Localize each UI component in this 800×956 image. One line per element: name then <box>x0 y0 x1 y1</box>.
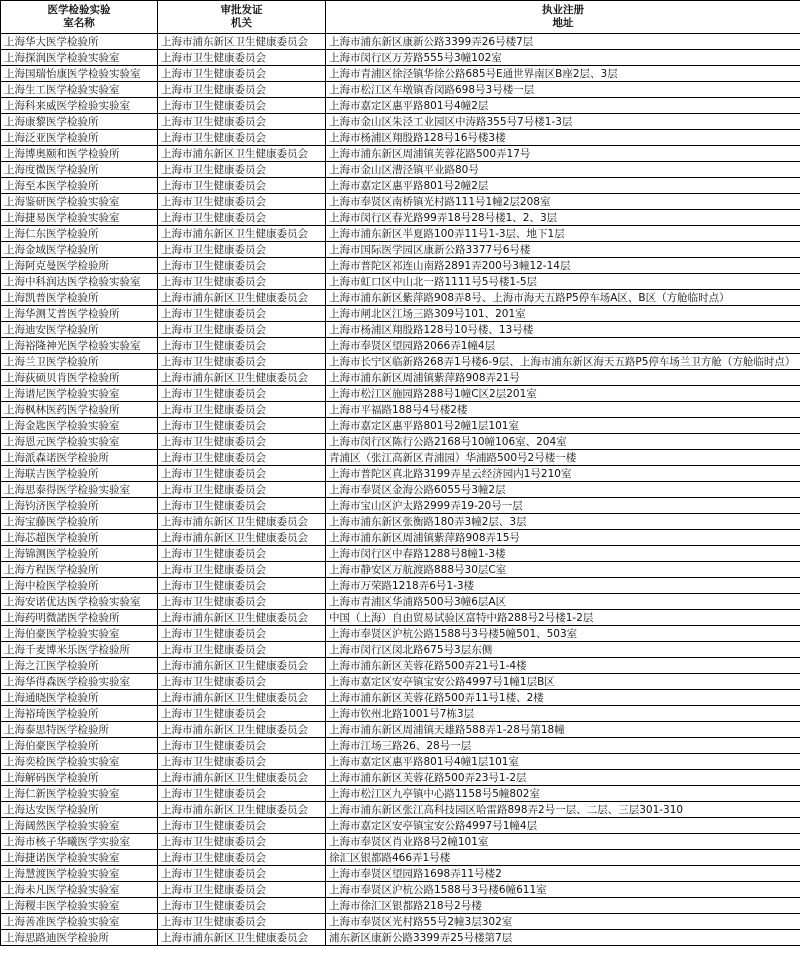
header-address-line2: 地址 <box>552 17 574 29</box>
table-row <box>1 210 800 226</box>
address-cell: 上海市奉贤区光村路55号2幢3层302室 <box>326 914 800 930</box>
table-row <box>1 50 800 66</box>
authority-cell: 上海市卫生健康委员会 <box>158 130 326 146</box>
table-row <box>1 754 800 770</box>
address-cell: 上海市钦州北路1001号7栋3层 <box>326 706 800 722</box>
authority-cell: 上海市卫生健康委员会 <box>158 66 326 82</box>
header-authority-line1: 审批发证 <box>220 4 263 16</box>
address-cell: 上海市浦东新区半夏路100弄11号1-3层、地下1层 <box>326 226 800 242</box>
table-row <box>1 674 800 690</box>
authority-cell: 上海市卫生健康委员会 <box>158 498 326 514</box>
address-cell: 浦东新区康新公路3399弄25号楼第7层 <box>326 930 800 946</box>
table-row <box>1 562 800 578</box>
authority-cell: 上海市卫生健康委员会 <box>158 466 326 482</box>
address-cell: 上海市嘉定区安亭镇宝安公路4997号1幢1层B区 <box>326 674 800 690</box>
address-cell: 上海市杨浦区翔殷路128号16号楼3楼 <box>326 130 800 146</box>
table-row <box>1 594 800 610</box>
address-cell: 上海市嘉定区惠平路801号2幢1层101室 <box>326 418 800 434</box>
authority-cell: 上海市卫生健康委员会 <box>158 594 326 610</box>
lab-name-cell: 上海达安医学检验所 <box>1 802 158 818</box>
address-cell: 上海市浦东新区康新公路3399弄26号楼7层 <box>326 34 800 50</box>
address-cell: 上海市杨浦区翔殷路128号10号楼、13号楼 <box>326 322 800 338</box>
authority-cell: 上海市卫生健康委员会 <box>158 50 326 66</box>
table-row <box>1 34 800 50</box>
lab-name-cell: 上海恩元医学检验实验室 <box>1 434 158 450</box>
authority-cell: 上海市卫生健康委员会 <box>158 322 326 338</box>
lab-name-cell: 上海方程医学检验所 <box>1 562 158 578</box>
lab-name-cell: 上海华得森医学检验实验室 <box>1 674 158 690</box>
address-cell: 上海市长宁区临新路268弄1号楼6-9层、上海市浦东新区海天五路P5停车场兰卫方舱（方舱临时点） <box>326 354 800 370</box>
table-row <box>1 290 800 306</box>
lab-name-cell: 上海凯普医学检验所 <box>1 290 158 306</box>
address-cell: 上海市松江区九亭镇中心路1158号5幢802室 <box>326 786 800 802</box>
table-row <box>1 642 800 658</box>
authority-cell: 上海市卫生健康委员会 <box>158 434 326 450</box>
authority-cell: 上海市卫生健康委员会 <box>158 258 326 274</box>
table-row <box>1 66 800 82</box>
authority-cell: 上海市卫生健康委员会 <box>158 578 326 594</box>
lab-name-cell: 上海思路迪医学检验所 <box>1 930 158 946</box>
address-cell: 上海市松江区施园路288号1幢C区2层201室 <box>326 386 800 402</box>
lab-name-cell: 上海钧济医学检验所 <box>1 498 158 514</box>
table-row <box>1 322 800 338</box>
lab-name-cell: 上海枫林医药医学检验所 <box>1 402 158 418</box>
authority-cell: 上海市浦东新区卫生健康委员会 <box>158 146 326 162</box>
table-row <box>1 274 800 290</box>
lab-name-cell: 上海康黎医学检验所 <box>1 114 158 130</box>
header-row <box>1 1 800 34</box>
table-row <box>1 770 800 786</box>
authority-cell: 上海市卫生健康委员会 <box>158 210 326 226</box>
lab-name-cell: 上海思泰得医学检验实验室 <box>1 482 158 498</box>
table-row <box>1 914 800 930</box>
address-cell: 上海市闵行区闵北路675号3层东侧 <box>326 642 800 658</box>
address-cell: 上海市奉贤区沪杭公路1588号3号楼5幢501、503室 <box>326 626 800 642</box>
address-cell: 徐汇区银都路466弄1号楼 <box>326 850 800 866</box>
authority-cell: 上海市卫生健康委员会 <box>158 482 326 498</box>
lab-name-cell: 上海探润医学检验实验室 <box>1 50 158 66</box>
authority-cell: 上海市卫生健康委员会 <box>158 546 326 562</box>
table-row <box>1 482 800 498</box>
address-cell: 上海市江场三路26、28号一层 <box>326 738 800 754</box>
authority-cell: 上海市浦东新区卫生健康委员会 <box>158 290 326 306</box>
lab-name-cell: 上海药明微諾医学检验所 <box>1 610 158 626</box>
lab-name-cell: 上海奕检医学检验实验室 <box>1 754 158 770</box>
authority-cell: 上海市卫生健康委员会 <box>158 674 326 690</box>
table-row <box>1 722 800 738</box>
authority-cell: 上海市卫生健康委员会 <box>158 834 326 850</box>
address-cell: 上海市徐汇区银都路218号2号楼 <box>326 898 800 914</box>
authority-cell: 上海市浦东新区卫生健康委员会 <box>158 690 326 706</box>
lab-name-cell: 上海派森诺医学检验所 <box>1 450 158 466</box>
table-row <box>1 658 800 674</box>
table-row <box>1 82 800 98</box>
authority-cell: 上海市卫生健康委员会 <box>158 882 326 898</box>
table-row <box>1 98 800 114</box>
address-cell: 上海市奉贤区南桥镇光村路111号1幢2层208室 <box>326 194 800 210</box>
address-cell: 上海市浦东新区张江高科技园区哈雷路898弄2号一层、二层、三层301-310 <box>326 802 800 818</box>
table-row <box>1 802 800 818</box>
authority-cell: 上海市浦东新区卫生健康委员会 <box>158 514 326 530</box>
address-cell: 上海市浦东新区周浦镇芙蓉花路500弄17号 <box>326 146 800 162</box>
lab-name-cell: 上海阔然医学检验实验室 <box>1 818 158 834</box>
address-cell: 上海市嘉定区安亭镇宝安公路4997号1幢4层 <box>326 818 800 834</box>
table-row <box>1 818 800 834</box>
address-cell: 上海市青浦区徐泾镇华徐公路685号E通世界南区B座2层、3层 <box>326 66 800 82</box>
address-cell: 上海市宝山区沪太路2999弄19-20号一层 <box>326 498 800 514</box>
header-lab-name <box>1 1 158 34</box>
lab-name-cell: 上海芯超医学检验所 <box>1 530 158 546</box>
lab-name-cell: 上海中检医学检验所 <box>1 578 158 594</box>
authority-cell: 上海市浦东新区卫生健康委员会 <box>158 530 326 546</box>
authority-cell: 上海市浦东新区卫生健康委员会 <box>158 770 326 786</box>
authority-cell: 上海市浦东新区卫生健康委员会 <box>158 370 326 386</box>
lab-name-cell: 上海仁东医学检验所 <box>1 226 158 242</box>
address-cell: 上海市虹口区中山北一路1111号5号楼1-5层 <box>326 274 800 290</box>
authority-cell: 上海市卫生健康委员会 <box>158 354 326 370</box>
authority-cell: 上海市卫生健康委员会 <box>158 98 326 114</box>
lab-name-cell: 上海至本医学检验所 <box>1 178 158 194</box>
lab-name-cell: 上海阿克曼医学检验所 <box>1 258 158 274</box>
table-row <box>1 626 800 642</box>
address-cell: 上海市普陀区真北路3199弄星云经济园内1号210室 <box>326 466 800 482</box>
address-cell: 上海市闵行区中春路1288号8幢1-3楼 <box>326 546 800 562</box>
address-cell: 上海市奉贤区沪杭公路1588号3号楼6幢611室 <box>326 882 800 898</box>
authority-cell: 上海市卫生健康委员会 <box>158 418 326 434</box>
lab-name-cell: 上海华测艾普医学检验所 <box>1 306 158 322</box>
address-cell: 上海市浦东新区芙蓉花路500弄11号1楼、2楼 <box>326 690 800 706</box>
table-row <box>1 258 800 274</box>
authority-cell: 上海市卫生健康委员会 <box>158 850 326 866</box>
address-cell: 上海市浦东新区张衡路180弄3幢2层、3层 <box>326 514 800 530</box>
table-row <box>1 706 800 722</box>
authority-cell: 上海市卫生健康委员会 <box>158 402 326 418</box>
table-row <box>1 130 800 146</box>
table-row <box>1 386 800 402</box>
table-row <box>1 786 800 802</box>
address-cell: 上海市闵行区万芳路555号3幢102室 <box>326 50 800 66</box>
authority-cell: 上海市浦东新区卫生健康委员会 <box>158 722 326 738</box>
header-lab-name-line1: 医学检验实验 <box>47 4 111 16</box>
lab-name-cell: 上海生工医学检验实验室 <box>1 82 158 98</box>
address-cell: 上海市青浦区华浦路500号3幢6层A区 <box>326 594 800 610</box>
lab-name-cell: 上海捷易医学检验实验室 <box>1 210 158 226</box>
lab-name-cell: 上海泛亚医学检验所 <box>1 130 158 146</box>
authority-cell: 上海市卫生健康委员会 <box>158 338 326 354</box>
address-cell: 上海市闸北区江场三路309号101、201室 <box>326 306 800 322</box>
authority-cell: 上海市卫生健康委员会 <box>158 706 326 722</box>
authority-cell: 上海市浦东新区卫生健康委员会 <box>158 658 326 674</box>
address-cell: 上海市浦东新区芙蓉花路500弄23号1-2层 <box>326 770 800 786</box>
authority-cell: 上海市卫生健康委员会 <box>158 866 326 882</box>
lab-name-cell: 上海中科润达医学检验实验室 <box>1 274 158 290</box>
address-cell: 上海市奉贤区望园路2066弄1幢4层 <box>326 338 800 354</box>
authority-cell: 上海市浦东新区卫生健康委员会 <box>158 34 326 50</box>
table-row <box>1 690 800 706</box>
authority-cell: 上海市卫生健康委员会 <box>158 450 326 466</box>
authority-cell: 上海市卫生健康委员会 <box>158 242 326 258</box>
table-row <box>1 898 800 914</box>
address-cell: 上海市平福路188号4号楼2楼 <box>326 402 800 418</box>
address-cell: 上海市金山区朱泾工业园区中涛路355号7号楼1-3层 <box>326 114 800 130</box>
authority-cell: 上海市卫生健康委员会 <box>158 738 326 754</box>
address-cell: 上海市松江区车墩镇香闵路698号3号楼一层 <box>326 82 800 98</box>
lab-name-cell: 上海慧渡医学检验实验室 <box>1 866 158 882</box>
lab-name-cell: 上海解码医学检验所 <box>1 770 158 786</box>
table-row <box>1 578 800 594</box>
table-row <box>1 930 800 946</box>
lab-name-cell: 上海千麦博米乐医学检验所 <box>1 642 158 658</box>
lab-name-cell: 上海鉴研医学检验实验室 <box>1 194 158 210</box>
address-cell: 上海市浦东新区周浦镇天雄路588弄1-28号第18幢 <box>326 722 800 738</box>
lab-name-cell: 上海稷丰医学检验实验室 <box>1 898 158 914</box>
address-cell: 青浦区（张江高新区青浦园）华浦路500号2号楼一楼 <box>326 450 800 466</box>
authority-cell: 上海市浦东新区卫生健康委员会 <box>158 610 326 626</box>
lab-name-cell: 上海捷诺医学检验实验室 <box>1 850 158 866</box>
authority-cell: 上海市卫生健康委员会 <box>158 114 326 130</box>
table-row <box>1 882 800 898</box>
lab-name-cell: 上海善准医学检验实验室 <box>1 914 158 930</box>
address-cell: 上海市奉贤区肖业路8号2幢101室 <box>326 834 800 850</box>
lab-name-cell: 上海兰卫医学检验所 <box>1 354 158 370</box>
table-row <box>1 466 800 482</box>
authority-cell: 上海市卫生健康委员会 <box>158 82 326 98</box>
table-row <box>1 434 800 450</box>
address-cell: 上海市奉贤区望园路1698弄11号楼2 <box>326 866 800 882</box>
lab-name-cell: 上海裕琦医学检验所 <box>1 706 158 722</box>
authority-cell: 上海市卫生健康委员会 <box>158 162 326 178</box>
address-cell: 上海市国际医学园区康新公路3377号6号楼 <box>326 242 800 258</box>
address-cell: 上海市嘉定区惠平路801号2幢2层 <box>326 178 800 194</box>
table-row <box>1 834 800 850</box>
lab-name-cell: 上海科来威医学检验实验室 <box>1 98 158 114</box>
address-cell: 上海市静安区万航渡路888号30层C室 <box>326 562 800 578</box>
lab-name-cell: 上海未凡医学检验实验室 <box>1 882 158 898</box>
lab-name-cell: 上海裕隆神光医学检验实验室 <box>1 338 158 354</box>
lab-name-cell: 上海谱尼医学检验实验室 <box>1 386 158 402</box>
lab-name-cell: 上海金匙医学检验实验室 <box>1 418 158 434</box>
table-row <box>1 530 800 546</box>
authority-cell: 上海市卫生健康委员会 <box>158 274 326 290</box>
authority-cell: 上海市卫生健康委员会 <box>158 626 326 642</box>
address-cell: 上海市浦东新区芙蓉花路500弄21号1-4楼 <box>326 658 800 674</box>
table-row <box>1 178 800 194</box>
lab-name-cell: 上海国瑞怡康医学检验实验室 <box>1 66 158 82</box>
authority-cell: 上海市卫生健康委员会 <box>158 386 326 402</box>
table-row <box>1 450 800 466</box>
address-cell: 中国（上海）自由贸易试验区富特中路288号2号楼1-2层 <box>326 610 800 626</box>
authority-cell: 上海市卫生健康委员会 <box>158 898 326 914</box>
lab-name-cell: 上海伯豪医学检验所 <box>1 738 158 754</box>
address-cell: 上海市奉贤区金海公路6055号3幢2层 <box>326 482 800 498</box>
authority-cell: 上海市卫生健康委员会 <box>158 754 326 770</box>
lab-name-cell: 上海仁新医学检验实验室 <box>1 786 158 802</box>
table-row <box>1 738 800 754</box>
authority-cell: 上海市卫生健康委员会 <box>158 194 326 210</box>
table-row <box>1 610 800 626</box>
lab-name-cell: 上海市核子华曦医学实验室 <box>1 834 158 850</box>
lab-name-cell: 上海宝藤医学检验所 <box>1 514 158 530</box>
authority-cell: 上海市卫生健康委员会 <box>158 178 326 194</box>
authority-cell: 上海市卫生健康委员会 <box>158 786 326 802</box>
table-row <box>1 850 800 866</box>
authority-cell: 上海市浦东新区卫生健康委员会 <box>158 802 326 818</box>
table-header <box>1 1 800 34</box>
table-row <box>1 114 800 130</box>
authority-cell: 上海市浦东新区卫生健康委员会 <box>158 930 326 946</box>
lab-name-cell: 上海迪安医学检验所 <box>1 322 158 338</box>
address-cell: 上海市浦东新区紫萍路908弄8号、上海市海天五路P5停车场A区、B区（方舱临时点） <box>326 290 800 306</box>
table-row <box>1 306 800 322</box>
table-row <box>1 402 800 418</box>
table-row <box>1 354 800 370</box>
header-address-line1: 执业注册 <box>542 4 584 16</box>
lab-name-cell: 上海荻硕贝肯医学检验所 <box>1 370 158 386</box>
lab-name-cell: 上海锦测医学检验所 <box>1 546 158 562</box>
lab-name-cell: 上海联吉医学检验所 <box>1 466 158 482</box>
authority-cell: 上海市浦东新区卫生健康委员会 <box>158 226 326 242</box>
table-body <box>1 34 800 946</box>
authority-cell: 上海市卫生健康委员会 <box>158 914 326 930</box>
authority-cell: 上海市卫生健康委员会 <box>158 562 326 578</box>
table-row <box>1 338 800 354</box>
address-cell: 上海市闵行区陈行公路2168号10幢106室、204室 <box>326 434 800 450</box>
table-row <box>1 194 800 210</box>
address-cell: 上海市嘉定区惠平路801号4幢1层101室 <box>326 754 800 770</box>
header-lab-name-line2: 室名称 <box>63 17 95 29</box>
lab-name-cell: 上海伯豪医学检验实验室 <box>1 626 158 642</box>
lab-name-cell: 上海金域医学检验所 <box>1 242 158 258</box>
address-cell: 上海市嘉定区惠平路801号4幢2层 <box>326 98 800 114</box>
address-cell: 上海市普陀区祁连山南路2891弄200号3幢12-14层 <box>326 258 800 274</box>
authority-cell: 上海市卫生健康委员会 <box>158 306 326 322</box>
header-address <box>326 1 800 34</box>
address-cell: 上海市金山区漕泾镇平业路80号 <box>326 162 800 178</box>
address-cell: 上海市浦东新区周浦镇紫萍路908弄15号 <box>326 530 800 546</box>
table-row <box>1 498 800 514</box>
lab-name-cell: 上海之江医学检验所 <box>1 658 158 674</box>
table-row <box>1 418 800 434</box>
table-row <box>1 546 800 562</box>
table-row <box>1 162 800 178</box>
authority-cell: 上海市卫生健康委员会 <box>158 642 326 658</box>
table-row <box>1 514 800 530</box>
lab-name-cell: 上海华大医学检验所 <box>1 34 158 50</box>
table-row <box>1 242 800 258</box>
table-row <box>1 866 800 882</box>
header-authority-line2: 机关 <box>231 17 252 29</box>
lab-name-cell: 上海通晓医学检验所 <box>1 690 158 706</box>
address-cell: 上海市闵行区春光路99弄18号28号楼1、2、3层 <box>326 210 800 226</box>
authority-cell: 上海市卫生健康委员会 <box>158 818 326 834</box>
lab-name-cell: 上海安诺优达医学检验实验室 <box>1 594 158 610</box>
table-row <box>1 370 800 386</box>
table-row <box>1 226 800 242</box>
lab-name-cell: 上海度微医学检验所 <box>1 162 158 178</box>
lab-name-cell: 上海博奥颐和医学检验所 <box>1 146 158 162</box>
header-authority <box>158 1 326 34</box>
lab-name-cell: 上海泰思特医学检验所 <box>1 722 158 738</box>
address-cell: 上海市万荣路1218弄6号1-3楼 <box>326 578 800 594</box>
table-row <box>1 146 800 162</box>
address-cell: 上海市浦东新区周浦镇紫萍路908弄21号 <box>326 370 800 386</box>
